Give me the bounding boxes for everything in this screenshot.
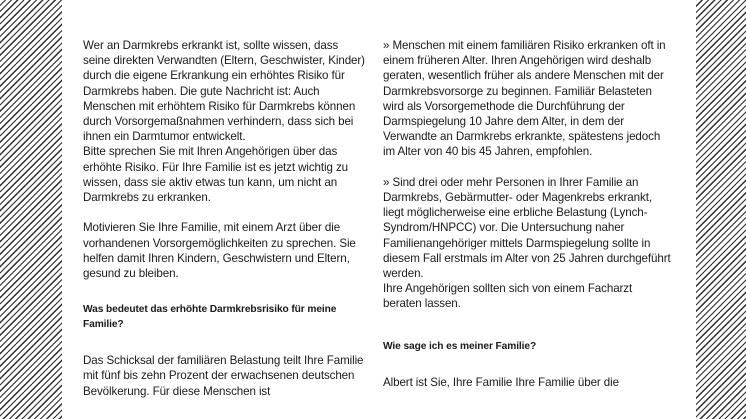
- right-column: [383, 38, 673, 390]
- left-paragraph-talk: Bitte sprechen Sie mit Ihren Angehörigen über das erhöhte Risiko. Für Ihre Familie ist es jetzt wichtig zu wissen, dass sie aktiv etwas tun kann, um nicht an Darmkrebs zu erkranken.: [83, 145, 349, 205]
- right-paragraph-how-to-tell: Albert ist Sie, Ihre Familie Ihre Familie über die: [383, 375, 619, 389]
- right-paragraph-hereditary: » Sind drei oder mehr Personen in Ihrer Familie an Darmkrebs, Gebärmutter- oder Magenkrebs erkrankt, liegt möglicherweise eine erbliche Belastung (Lynch-Syndrom/HNPCC) vor. Die Untersuchung naher Familienangehöriger mittels Darmspiegelung sollte in diesem Fall erstmals im Alter von 25 Jahren durchgeführt werden.: [383, 175, 671, 281]
- right-section-heading: Wie sage ich es meiner Familie?: [383, 340, 537, 352]
- right-paragraph-familial-risk: » Menschen mit einem familiären Risiko erkranken oft in einem früheren Alter. Ihren Angehörigen wird deshalb geraten, wesentlich früher als andere Menschen mit der Darmkrebsvorsorge zu beginnen. Familiär Belasteten wird als Vorsorgemethode die Durchführung der Darmspiegelung 10 Jahre dem Alter, in dem der Verwandte an Darmkrebs erkrankte, spätestens jedoch im Alter von 40 bis 45 Jahren, empfohlen.: [383, 39, 666, 159]
- left-paragraph-motivate: Motivieren Sie Ihre Familie, mit einem Arzt über die vorhandenen Vorsorgemöglichkeiten zu sprechen. Sie helfen damit Ihren Kindern, Geschwistern und Eltern, gesund zu bleiben.: [83, 221, 356, 281]
- left-section-heading: Was bedeutet das erhöhte Darmkrebsrisiko für meine Familie?: [83, 304, 337, 331]
- right-paragraph-specialist: Ihre Angehörigen sollten sich von einem Facharzt beraten lassen.: [383, 282, 633, 311]
- left-paragraph-fate: Das Schicksal der familiären Belastung teilt Ihre Familie mit fünf bis zehn Prozent der erwachsenen deutschen Bevölkerung. Für diese Menschen ist: [83, 354, 364, 398]
- left-paragraph-intro: Wer an Darmkrebs erkrankt ist, sollte wissen, dass seine direkten Verwandten (Eltern, Geschwister, Kinder) durch die eigene Erkrankung ein erhöhtes Risiko für Darmkrebs haben. Die gute Nachricht ist: Auch Menschen mit erhöhtem Risiko für Darmkrebs können durch Vorsorgemaßnahmen verhindern, dass sich bei ihnen ein Darmtumor entwickelt.: [83, 39, 365, 144]
- document-page: [62, 0, 696, 419]
- left-column: [83, 38, 368, 399]
